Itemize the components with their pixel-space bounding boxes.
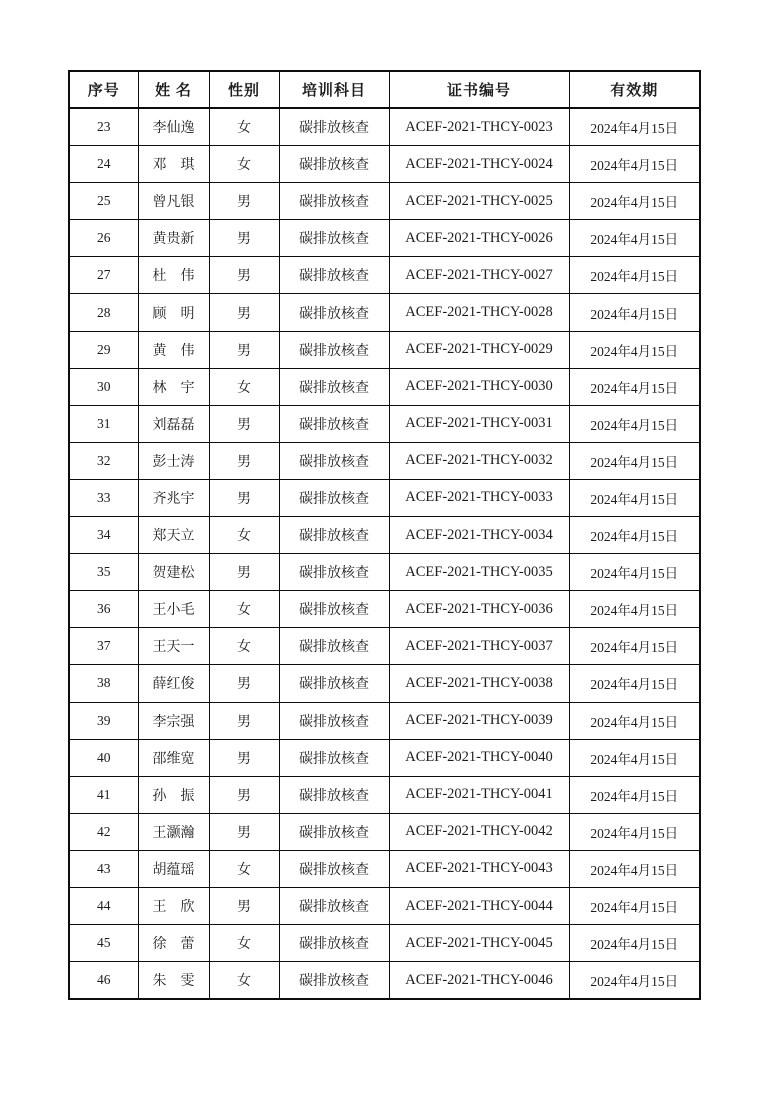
cell-subject: 碳排放核查 [279, 962, 389, 1000]
cell-gender: 男 [209, 554, 279, 591]
cell-name: 曾凡银 [138, 183, 209, 220]
cell-gender: 女 [209, 962, 279, 1000]
cell-cert: ACEF-2021-THCY-0042 [389, 813, 569, 850]
cell-cert: ACEF-2021-THCY-0024 [389, 146, 569, 183]
cell-no: 37 [69, 628, 138, 665]
cell-no: 29 [69, 331, 138, 368]
cell-subject: 碳排放核查 [279, 887, 389, 924]
column-header-no: 序号 [69, 71, 138, 108]
table-row [69, 591, 700, 628]
cell-validity: 2024年4月15日 [569, 628, 700, 665]
cell-name: 顾 明 [138, 294, 209, 331]
cell-name: 王灏瀚 [138, 813, 209, 850]
cell-validity: 2024年4月15日 [569, 146, 700, 183]
cell-subject: 碳排放核查 [279, 702, 389, 739]
cell-name: 王天一 [138, 628, 209, 665]
cell-gender: 男 [209, 220, 279, 257]
table-row [69, 257, 700, 294]
cell-subject: 碳排放核查 [279, 628, 389, 665]
cell-no: 31 [69, 405, 138, 442]
cell-gender: 女 [209, 850, 279, 887]
cell-validity: 2024年4月15日 [569, 442, 700, 479]
table-row [69, 776, 700, 813]
cell-no: 23 [69, 108, 138, 146]
cell-validity: 2024年4月15日 [569, 554, 700, 591]
table-body [69, 108, 700, 999]
cell-gender: 男 [209, 442, 279, 479]
cell-validity: 2024年4月15日 [569, 368, 700, 405]
cell-validity: 2024年4月15日 [569, 850, 700, 887]
cell-validity: 2024年4月15日 [569, 925, 700, 962]
cell-no: 38 [69, 665, 138, 702]
header-row [69, 71, 700, 108]
cell-gender: 男 [209, 331, 279, 368]
cell-subject: 碳排放核查 [279, 517, 389, 554]
cell-gender: 男 [209, 887, 279, 924]
table-row [69, 517, 700, 554]
table-header [69, 71, 700, 108]
cell-gender: 男 [209, 776, 279, 813]
cell-name: 李宗强 [138, 702, 209, 739]
cell-no: 28 [69, 294, 138, 331]
cell-no: 30 [69, 368, 138, 405]
cell-name: 林 宇 [138, 368, 209, 405]
cell-name: 黄贵新 [138, 220, 209, 257]
table-row [69, 554, 700, 591]
cell-validity: 2024年4月15日 [569, 776, 700, 813]
table-row [69, 665, 700, 702]
cell-cert: ACEF-2021-THCY-0041 [389, 776, 569, 813]
cell-validity: 2024年4月15日 [569, 962, 700, 1000]
cell-name: 彭士涛 [138, 442, 209, 479]
cell-name: 邵维宽 [138, 739, 209, 776]
cell-no: 27 [69, 257, 138, 294]
cell-cert: ACEF-2021-THCY-0037 [389, 628, 569, 665]
cell-subject: 碳排放核查 [279, 442, 389, 479]
cell-subject: 碳排放核查 [279, 331, 389, 368]
cell-name: 孙 振 [138, 776, 209, 813]
cell-validity: 2024年4月15日 [569, 591, 700, 628]
cell-gender: 男 [209, 257, 279, 294]
cell-name: 胡蕴瑶 [138, 850, 209, 887]
cell-cert: ACEF-2021-THCY-0036 [389, 591, 569, 628]
cell-cert: ACEF-2021-THCY-0031 [389, 405, 569, 442]
cell-subject: 碳排放核查 [279, 257, 389, 294]
table-row [69, 405, 700, 442]
cell-cert: ACEF-2021-THCY-0044 [389, 887, 569, 924]
table-row [69, 850, 700, 887]
cell-validity: 2024年4月15日 [569, 405, 700, 442]
cell-no: 39 [69, 702, 138, 739]
cell-validity: 2024年4月15日 [569, 108, 700, 146]
cell-cert: ACEF-2021-THCY-0035 [389, 554, 569, 591]
cell-no: 32 [69, 442, 138, 479]
cell-validity: 2024年4月15日 [569, 220, 700, 257]
cell-no: 45 [69, 925, 138, 962]
cell-validity: 2024年4月15日 [569, 183, 700, 220]
cell-validity: 2024年4月15日 [569, 294, 700, 331]
cell-no: 26 [69, 220, 138, 257]
cell-validity: 2024年4月15日 [569, 739, 700, 776]
cell-validity: 2024年4月15日 [569, 887, 700, 924]
cell-name: 刘磊磊 [138, 405, 209, 442]
table-row [69, 146, 700, 183]
cell-cert: ACEF-2021-THCY-0040 [389, 739, 569, 776]
column-header-name: 姓 名 [138, 71, 209, 108]
table-row [69, 739, 700, 776]
cell-gender: 女 [209, 591, 279, 628]
cell-cert: ACEF-2021-THCY-0043 [389, 850, 569, 887]
cell-name: 王小毛 [138, 591, 209, 628]
cell-gender: 男 [209, 813, 279, 850]
cell-gender: 女 [209, 146, 279, 183]
cell-validity: 2024年4月15日 [569, 813, 700, 850]
cell-subject: 碳排放核查 [279, 108, 389, 146]
cell-cert: ACEF-2021-THCY-0046 [389, 962, 569, 1000]
cell-subject: 碳排放核查 [279, 665, 389, 702]
cell-no: 25 [69, 183, 138, 220]
cell-name: 邓 琪 [138, 146, 209, 183]
cell-cert: ACEF-2021-THCY-0039 [389, 702, 569, 739]
cell-cert: ACEF-2021-THCY-0028 [389, 294, 569, 331]
column-header-cert: 证书编号 [389, 71, 569, 108]
table-row [69, 813, 700, 850]
table-row [69, 628, 700, 665]
column-header-subject: 培训科目 [279, 71, 389, 108]
cell-no: 41 [69, 776, 138, 813]
cell-no: 33 [69, 479, 138, 516]
cell-validity: 2024年4月15日 [569, 517, 700, 554]
cell-gender: 男 [209, 702, 279, 739]
cell-no: 24 [69, 146, 138, 183]
cell-subject: 碳排放核查 [279, 813, 389, 850]
table-row [69, 220, 700, 257]
cell-subject: 碳排放核查 [279, 368, 389, 405]
cell-gender: 男 [209, 294, 279, 331]
cell-gender: 男 [209, 479, 279, 516]
cell-subject: 碳排放核查 [279, 554, 389, 591]
column-header-gender: 性别 [209, 71, 279, 108]
cell-gender: 女 [209, 925, 279, 962]
cell-name: 薛红俊 [138, 665, 209, 702]
cell-no: 42 [69, 813, 138, 850]
table-row [69, 925, 700, 962]
cell-no: 34 [69, 517, 138, 554]
table-row [69, 962, 700, 1000]
cell-subject: 碳排放核查 [279, 146, 389, 183]
cell-validity: 2024年4月15日 [569, 479, 700, 516]
cell-subject: 碳排放核查 [279, 925, 389, 962]
cell-name: 徐 蕾 [138, 925, 209, 962]
cell-validity: 2024年4月15日 [569, 331, 700, 368]
cell-validity: 2024年4月15日 [569, 702, 700, 739]
table-row [69, 368, 700, 405]
cell-cert: ACEF-2021-THCY-0045 [389, 925, 569, 962]
cell-name: 李仙逸 [138, 108, 209, 146]
cell-no: 40 [69, 739, 138, 776]
cell-validity: 2024年4月15日 [569, 257, 700, 294]
cell-subject: 碳排放核查 [279, 776, 389, 813]
cell-name: 贺建松 [138, 554, 209, 591]
cell-cert: ACEF-2021-THCY-0030 [389, 368, 569, 405]
cell-subject: 碳排放核查 [279, 220, 389, 257]
cell-no: 46 [69, 962, 138, 1000]
cell-cert: ACEF-2021-THCY-0029 [389, 331, 569, 368]
cell-name: 王 欣 [138, 887, 209, 924]
cell-cert: ACEF-2021-THCY-0027 [389, 257, 569, 294]
cell-no: 43 [69, 850, 138, 887]
table-row [69, 887, 700, 924]
column-header-validity: 有效期 [569, 71, 700, 108]
cell-subject: 碳排放核查 [279, 591, 389, 628]
cell-gender: 男 [209, 739, 279, 776]
cell-subject: 碳排放核查 [279, 850, 389, 887]
cell-cert: ACEF-2021-THCY-0026 [389, 220, 569, 257]
cell-cert: ACEF-2021-THCY-0032 [389, 442, 569, 479]
table-row [69, 294, 700, 331]
cell-name: 郑天立 [138, 517, 209, 554]
cell-gender: 男 [209, 665, 279, 702]
cell-subject: 碳排放核查 [279, 739, 389, 776]
cell-no: 44 [69, 887, 138, 924]
cell-name: 齐兆宇 [138, 479, 209, 516]
cell-cert: ACEF-2021-THCY-0034 [389, 517, 569, 554]
cell-cert: ACEF-2021-THCY-0038 [389, 665, 569, 702]
cell-name: 杜 伟 [138, 257, 209, 294]
table-row [69, 331, 700, 368]
table-row [69, 702, 700, 739]
cell-gender: 女 [209, 368, 279, 405]
cell-subject: 碳排放核查 [279, 294, 389, 331]
cell-gender: 男 [209, 405, 279, 442]
cell-name: 黄 伟 [138, 331, 209, 368]
cell-gender: 女 [209, 628, 279, 665]
cell-validity: 2024年4月15日 [569, 665, 700, 702]
certificate-table [68, 70, 701, 1000]
cell-gender: 女 [209, 517, 279, 554]
cell-cert: ACEF-2021-THCY-0025 [389, 183, 569, 220]
cell-subject: 碳排放核查 [279, 405, 389, 442]
cell-no: 35 [69, 554, 138, 591]
cell-name: 朱 雯 [138, 962, 209, 1000]
table-row [69, 108, 700, 146]
table-row [69, 479, 700, 516]
cell-no: 36 [69, 591, 138, 628]
cell-gender: 女 [209, 108, 279, 146]
cell-cert: ACEF-2021-THCY-0033 [389, 479, 569, 516]
table-row [69, 183, 700, 220]
cell-cert: ACEF-2021-THCY-0023 [389, 108, 569, 146]
cell-subject: 碳排放核查 [279, 183, 389, 220]
cell-gender: 男 [209, 183, 279, 220]
table-row [69, 442, 700, 479]
cell-subject: 碳排放核查 [279, 479, 389, 516]
